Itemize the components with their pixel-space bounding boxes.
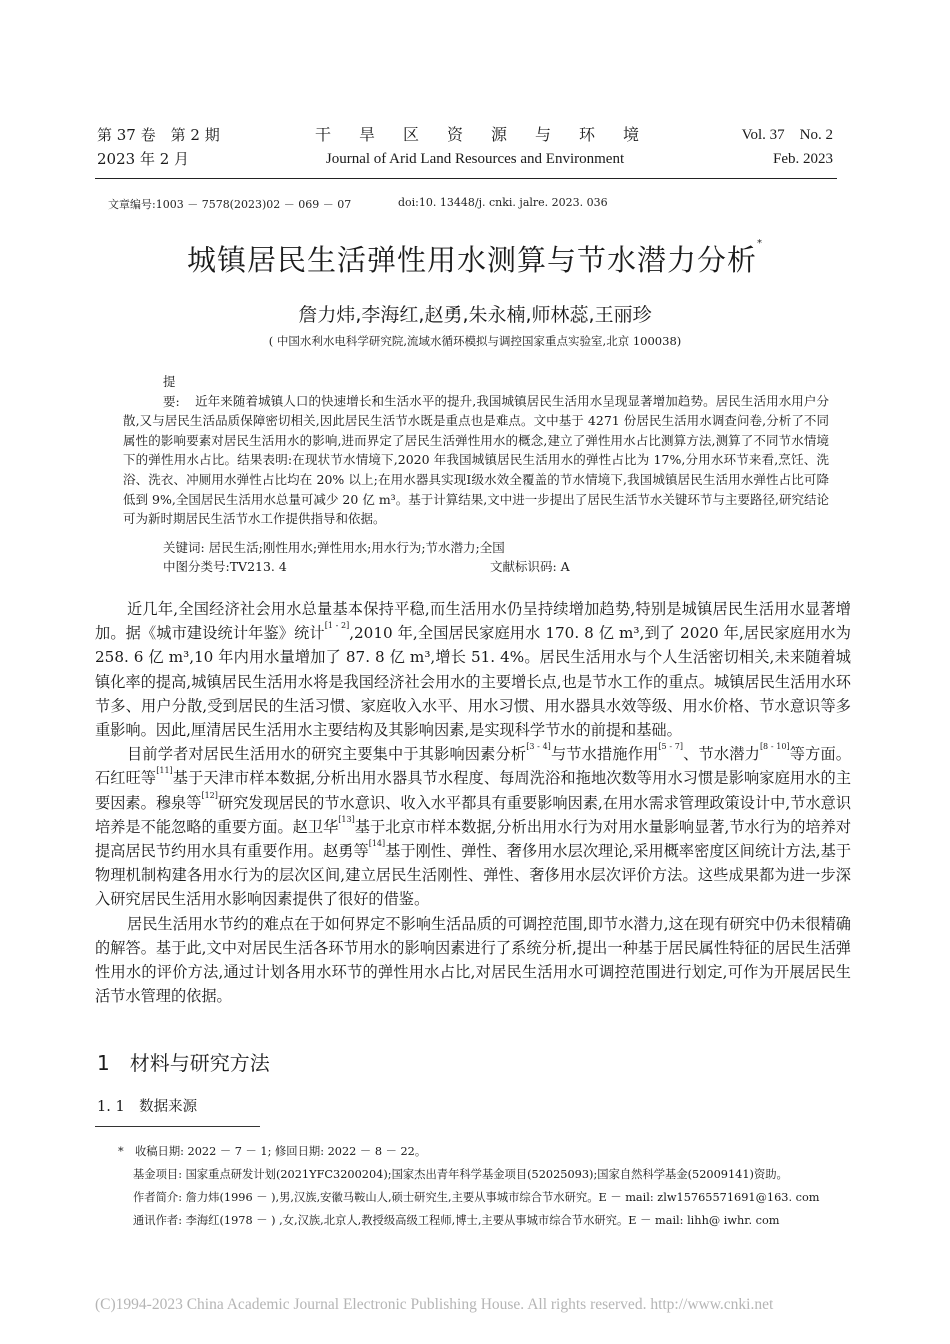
header-rule [95, 178, 837, 179]
keywords: 关键词: 居民生活;刚性用水;弹性用水;用水行为;节水潜力;全国 [163, 540, 505, 555]
citation: [12] [201, 790, 218, 800]
body-text [95, 597, 851, 1008]
doi: doi:10. 13448/j. cnki. jalre. 2023. 036 [398, 196, 608, 209]
journal-name-en: Journal of Arid Land Resources and Environment [325, 151, 625, 167]
clc-number: 中图分类号:TV213. 4 [163, 559, 287, 574]
article-number: 文章编号:1003 － 7578(2023)02 － 069 － 07 [108, 198, 352, 211]
journal-date: 2023 年 2 月 [97, 150, 190, 168]
affiliation: ( 中国水利水电科学研究院,流域水循环模拟与调控国家重点实验室,北京 100038) [268, 334, 682, 348]
journal-date-en: Feb. 2023 [773, 151, 833, 167]
cnki-watermark: (C)1994-2023 China Academic Journal Electronic Publishing House. All rights reserved. http://www.cnki.net [95, 1296, 774, 1313]
footnote-fund: 基金项目: 国家重点研发计划(2021YFC3200204);国家杰出青年科学基金项目(52025093);国家自然科学基金(52009141)资助。 [133, 1168, 788, 1181]
journal-name-cn: 干 旱 区 资 源 与 环 境 [314, 125, 645, 144]
citation: [3 - 4] [526, 742, 551, 752]
footnote-corresponding: 通讯作者: 李海红(1978 － ) ,女,汉族,北京人,教授级高级工程师,博士,主要从事城市综合节水研究。E － mail: lihh@ iwhr. com [133, 1214, 780, 1227]
journal-volume-issue: 第 37 卷 第 2 期 [97, 126, 220, 144]
paragraph-3: 居民生活用水节约的难点在于如何界定不影响生活品质的可调控范围,即节水潜力,这在现有研究中仍未很精确的解答。基于此,文中对居民生活各环节用水的影响因素进行了系统分析,提出一种基于居民属性特征的居民生活弹性用水的评价方法,通过计划各用水环节的弹性用水占比,对居民生活用水可调控范围进行划定,可作为开展居民生活节水管理的依据。 [95, 914, 851, 1006]
citation: [13] [338, 814, 355, 824]
abstract-label: 提 要: [163, 374, 189, 409]
title-footnote-mark: * [757, 238, 763, 249]
citation: [8 - 10] [759, 742, 790, 752]
journal-vol-en: Vol. 37 No. 2 [741, 127, 833, 143]
authors: 詹力炜,李海红,赵勇,朱永楠,师林蕊,王丽珍 [298, 304, 652, 326]
abstract [123, 372, 829, 529]
footnote-rule [95, 1126, 260, 1127]
citation: [1 - 2] [324, 621, 350, 631]
abstract-text: 近年来随着城镇人口的快速增长和生活水平的提升,我国城镇居民生活用水呈现显著增加趋势。居民生活用水用户分散,又与居民生活品质保障密切相关,因此居民生活节水既是重点也是难点。文中基于 4271 份居民生活用水调查问卷,分析了不同属性的影响要素对居民生活用水的影响,进而界定了居民生活弹性用水的概念,建立了弹性用水占比测算方法,测算了不同节水情境下的弹性用水占比。结果表明:在现状节水情境下,2020 年我国城镇居民生活用水的弹性占比为 17%,分用水环节来看,烹饪、洗浴、洗衣、冲厕用水弹性占比均在 20% 以上;在用水器具实现Ⅰ级水效全覆盖的节水情境下,我国城镇居民生活用水弹性占比可降低到 9%,全国居民生活用水总量可减少 20 亿 m³。基于计算结果,文中进一步提出了居民生活节水关键环节与主要路径,研究结论可为新时期居民生活节水工作提供指导和依据。 [123, 393, 829, 527]
paper-title: 城镇居民生活弹性用水测算与节水潜力分析* [186, 238, 763, 277]
citation: [11] [156, 766, 173, 776]
citation: [14] [368, 839, 386, 849]
paragraph-1: 近几年,全国经济社会用水总量基本保持平稳,而生活用水仍呈持续增加趋势,特别是城镇居民生活用水显著增加。据《城市建设统计年鉴》统计[1 - 2],2010 年,全国居民家庭用水 170. 8 亿 m³,到了 2020 年,居民家庭用水为 258. 6 亿 m³,10 年内用水量增加了 87. 8 亿 m³,增长 51. 4%。居民生活用水与个人生活密切相关,未来随着城镇化率的提高,城镇居民生活用水将是我国经济社会用水的主要增长点,也是节水工作的重点。城镇居民生活用水环节多、用户分散,受到居民的生活习惯、家庭收入水平、用水习惯、用水器具水效等级、用水价格、节水意识等多重影响。因此,厘清居民生活用水主要结构及其影响因素,是实现科学节水的前提和基础。 [95, 600, 851, 740]
paragraph-2: 目前学者对居民生活用水的研究主要集中于其影响因素分析[3 - 4]与节水措施作用[5 - 7]、节水潜力[8 - 10]等方面。石红旺等[11]基于天津市样本数据,分析出用水器具节水程度、每周洗浴和拖地次数等用水习惯是影响家庭用水的主要因素。穆泉等[12]研究发现居民的节水意识、收入水平都具有重要影响因素,在用水需求管理政策设计中,节水意识培养是不能忽略的重要方面。赵卫华[13]基于北京市样本数据,分析出用水行为对用水量影响显著,节水行为的培养对提高居民节约用水具有重要作用。赵勇等[14]基于刚性、弹性、奢侈用水层次理论,采用概率密度区间统计方法,基于物理机制构建各用水行为的层次区间,建立居民生活刚性、弹性、奢侈用水层次评价方法。这些成果都为进一步深入研究居民生活用水影响因素提供了很好的借鉴。 [95, 742, 852, 909]
section-heading-1: 1 材料与研究方法 [97, 1051, 270, 1075]
document-code: 文献标识码: A [490, 559, 570, 574]
footnote-author: 作者简介: 詹力炜(1996 － ),男,汉族,安徽马鞍山人,硕士研究生,主要从事城市综合节水研究。E － mail: zlw15765571691@163. com [133, 1191, 820, 1204]
section-heading-1-1: 1. 1 数据来源 [97, 1099, 198, 1115]
footnote-received: * 收稿日期: 2022 － 7 － 1; 修回日期: 2022 － 8 － 22。 [118, 1145, 427, 1158]
citation: [5 - 7] [658, 742, 683, 752]
